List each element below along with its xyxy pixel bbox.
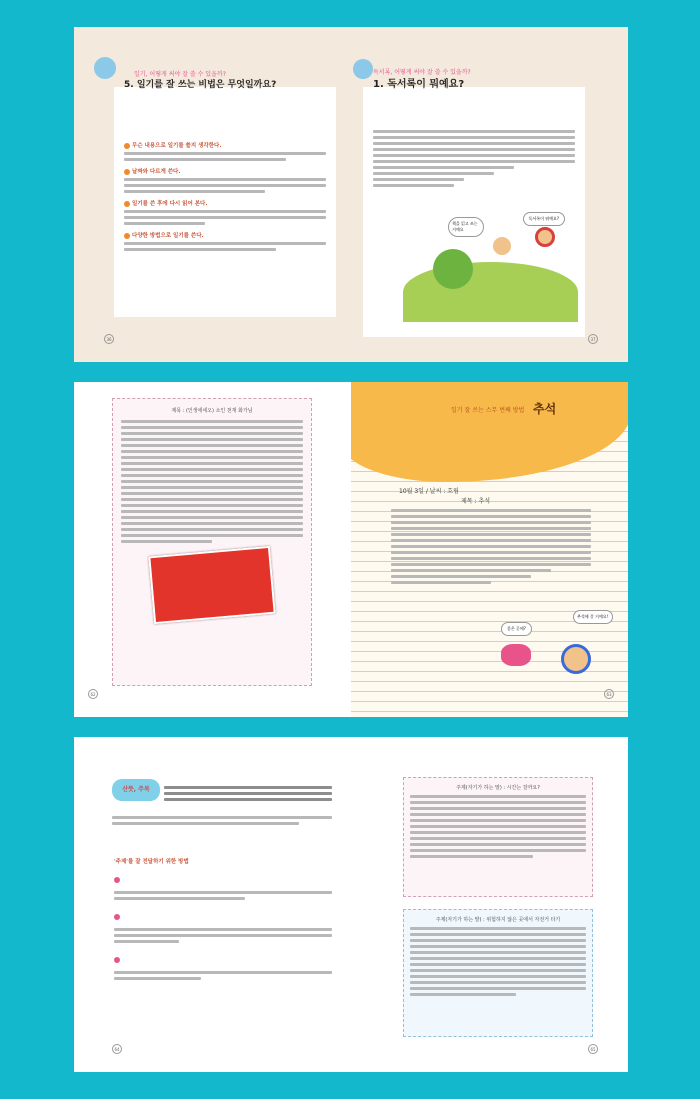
diary-title: 제목 : 추석 [461, 498, 491, 505]
page-64 [74, 737, 351, 1072]
reading-card [363, 69, 585, 337]
section-eyebrow: 독서록, 어떻게 써야 잘 쓸 수 있을까? [373, 69, 471, 76]
tip-2: 날짜와 다르게 쓴다. [124, 167, 326, 175]
tip-4: 다양한 방법으로 일기를 쓴다. [124, 231, 326, 239]
box-title: 주제(자기가 하는 말) : 위험하지 않은 곳에서 자전거 타기 [435, 917, 561, 923]
example-box-2 [403, 909, 593, 1037]
bird-mascot-icon [353, 59, 373, 79]
page-number: 37 [588, 334, 598, 344]
page-number: 36 [104, 334, 114, 344]
child-character-icon [493, 237, 511, 255]
page-number: 63 [604, 689, 614, 699]
badge-icon: 산뜻, 주목 [112, 779, 160, 801]
speech-bubble: 책을 읽고 쓰는 거예요 [448, 217, 484, 237]
page-37 [351, 27, 628, 362]
page-63 [351, 382, 628, 717]
page-number: 64 [112, 1044, 122, 1054]
card-title: 제목 : (인생에세오) 소인 천재 화가님 [171, 408, 253, 414]
page-62 [74, 382, 351, 717]
intro-text [164, 783, 332, 804]
hill-illustration [403, 262, 578, 322]
page-number: 62 [88, 689, 98, 699]
tip-1: 무슨 내용으로 일기를 쓸지 생각한다. [124, 141, 326, 149]
essay-card [112, 398, 312, 686]
book-spread-3 [74, 737, 628, 1072]
page-title: 추석 [533, 402, 557, 416]
speech-bubble: 추석에 갈 거예요! [573, 610, 613, 624]
page-65 [351, 737, 628, 1072]
speech-bubble: 좋은 곳에? [501, 622, 532, 636]
tips-card [114, 71, 336, 317]
method-list [114, 869, 332, 983]
book-spread-1 [74, 27, 628, 362]
diary-text [391, 506, 591, 587]
box-title: 주제(자기가 하는 말) : 시간는 잘까요? [456, 785, 540, 791]
bird-mascot-icon [94, 57, 116, 79]
page-36 [74, 27, 351, 362]
orange-splash-banner [351, 382, 628, 482]
tip-3: 일기를 쓴 후에 다시 읽어 본다. [124, 199, 326, 207]
flying-girl-illustration [501, 644, 531, 666]
section-eyebrow: 일기, 어떻게 써야 잘 쓸 수 있을까? [134, 71, 226, 78]
boy-illustration [561, 644, 591, 674]
tree-illustration [433, 249, 473, 289]
diary-date: 10월 3일 / 날씨 : 흐림 [399, 488, 459, 495]
page-title: 1. 독서록이 뭐예요? [373, 79, 465, 90]
child-character-icon [535, 227, 555, 247]
book-spread-2 [74, 382, 628, 717]
page-title: 5. 일기를 잘 쓰는 비법은 무엇일까요? [124, 80, 277, 90]
exhibition-poster-image [148, 546, 275, 624]
speech-bubble: 독서록이 뭐예요? [523, 212, 565, 226]
subhead: '주제'를 잘 전달하기 위한 방법 [114, 859, 189, 865]
intro-text-cont [112, 813, 332, 828]
section-eyebrow: 일기 잘 쓰는 스무 번째 방법 [451, 407, 525, 414]
page-number: 65 [588, 1044, 598, 1054]
example-box-1 [403, 777, 593, 897]
